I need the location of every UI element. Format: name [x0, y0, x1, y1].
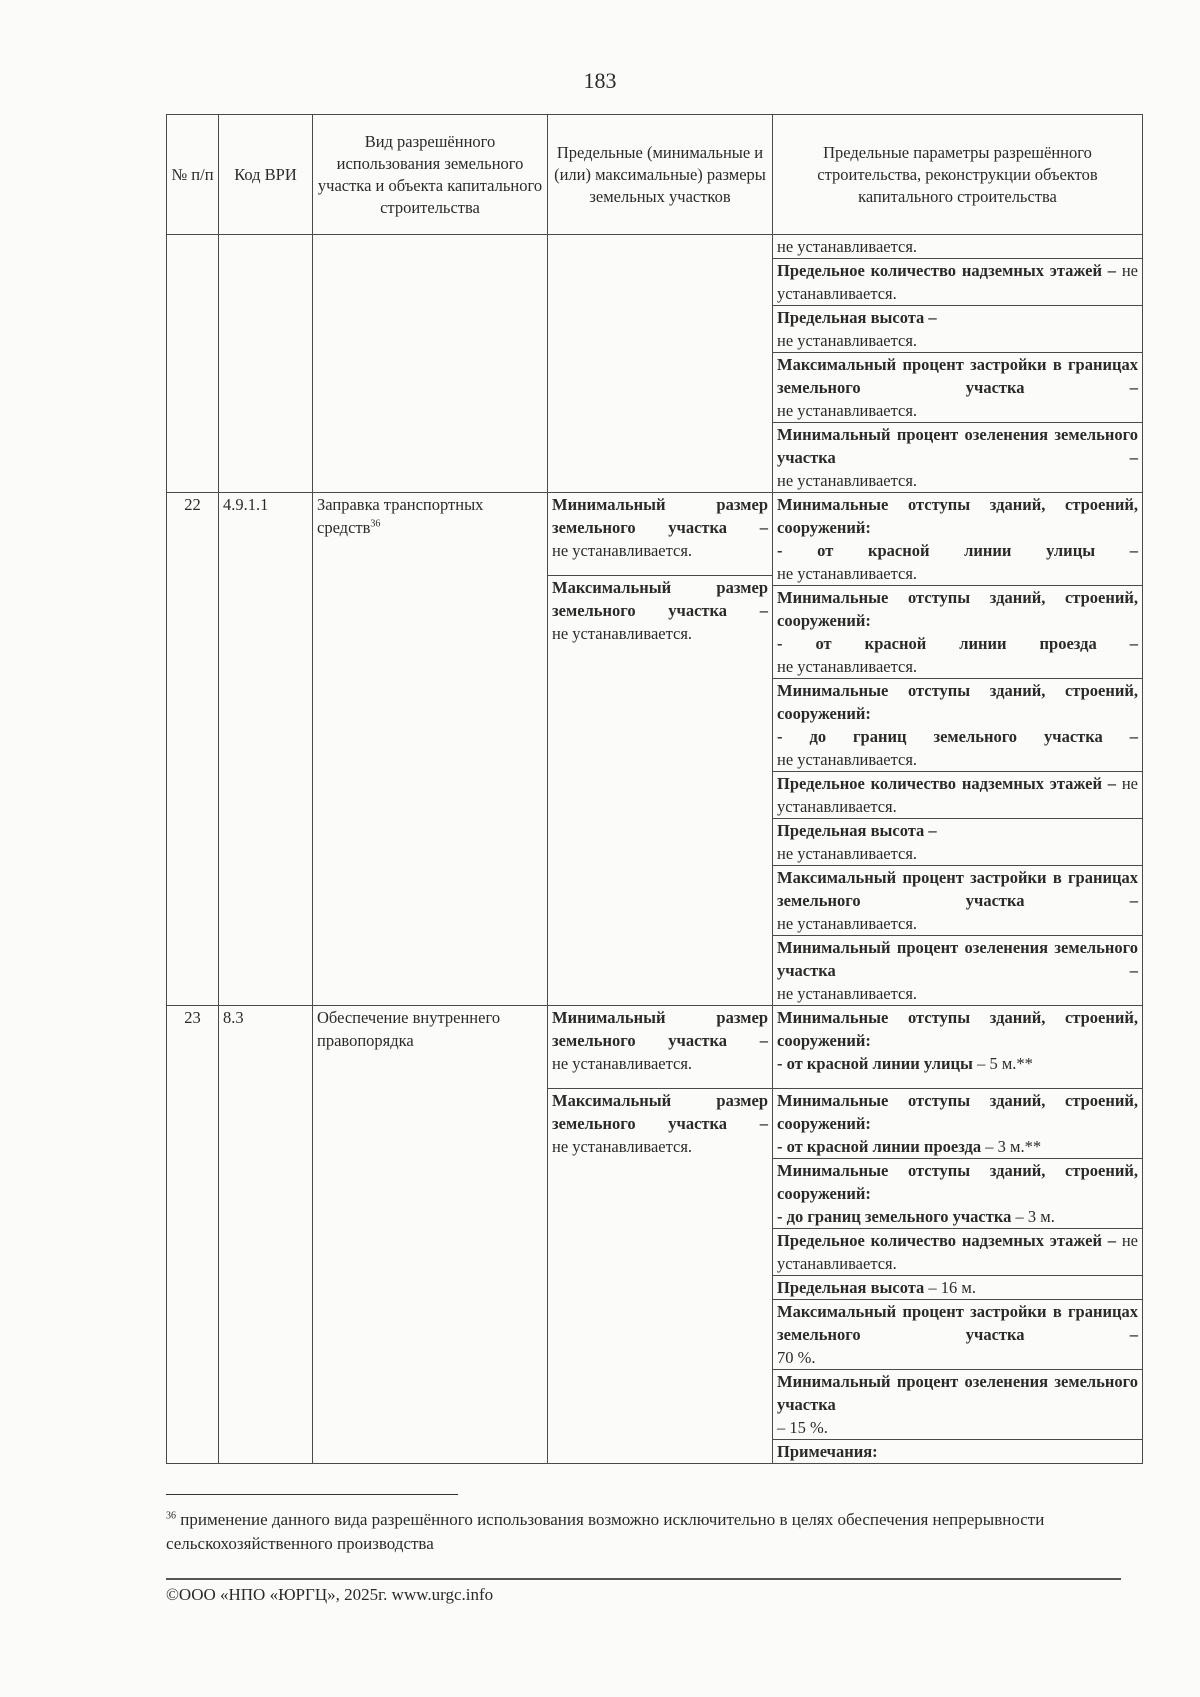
param-floors: [773, 1229, 1142, 1276]
cell-params: [773, 1006, 1143, 1464]
cell-code: 4.9.1.1: [219, 493, 313, 1006]
param-value: не устанавливается.: [777, 261, 1138, 303]
cell-size: [548, 1006, 773, 1464]
copyright: ©ООО «НПО «ЮРГЦ», 2025г. www.urgc.info: [166, 1585, 494, 1604]
param-label: Минимальные отступы зданий, строений, сооружений:: [777, 588, 1138, 630]
param-setback-street: [773, 1006, 1142, 1089]
size-value: не устанавливается.: [552, 541, 693, 560]
cell-no: [167, 235, 219, 493]
param-label: Предельное количество надземных этажей –: [777, 1231, 1117, 1250]
param-value: не устанавливается.: [777, 657, 918, 676]
cell-type: Обеспечение внутреннего правопорядка: [313, 1006, 548, 1464]
header-params: Предельные параметры разрешённого строительства, реконструкции объектов капитального строительства: [773, 115, 1143, 235]
param-height: [773, 819, 1142, 866]
cell-no: 22: [167, 493, 219, 1006]
param-value: не устанавливается.: [777, 844, 918, 863]
size-value: не устанавливается.: [552, 1137, 693, 1156]
param-setback-street: [773, 493, 1142, 586]
param-label: Максимальный процент застройки в границах земельного участка –: [777, 355, 1138, 397]
footnote-ref: 36: [370, 518, 381, 530]
params-list: [773, 1006, 1142, 1463]
param-label: Предельная высота –: [777, 308, 937, 327]
param-label: Минимальные отступы зданий, строений, сооружений:: [777, 1161, 1138, 1203]
table-header-row: [167, 115, 1143, 235]
param-setback-boundary: [773, 679, 1142, 772]
param-floors: [773, 259, 1142, 306]
param-label: Максимальный процент застройки в границах земельного участка –: [777, 868, 1138, 910]
param-height: [773, 1276, 1142, 1300]
param-value: – 5 м.**: [972, 1054, 1033, 1073]
footer-rule: [166, 1578, 1121, 1580]
cell-type: [313, 493, 548, 1006]
param-value: – 3 м.: [1011, 1207, 1055, 1226]
param-greening: [773, 1370, 1142, 1440]
param-label: Предельная высота: [777, 1278, 925, 1297]
size-value: не устанавливается.: [552, 1054, 693, 1073]
param-greening: [773, 423, 1142, 493]
param-height: [773, 306, 1142, 353]
size-label: Минимальный размер земельного участка –: [552, 495, 768, 537]
param-label: Предельная высота –: [777, 821, 937, 840]
param-setback-boundary: [773, 1159, 1142, 1229]
param-label: Минимальные отступы зданий, строений, сооружений:: [777, 495, 1138, 537]
footnote-mark: 36: [166, 1510, 176, 1522]
param-line: - от красной линии улицы –: [777, 541, 1138, 560]
param-label: Предельное количество надземных этажей –: [777, 261, 1117, 280]
size-value: не устанавливается.: [552, 624, 693, 643]
param-value: – 15 %.: [777, 1418, 828, 1437]
size-label: Максимальный размер земельного участка –: [552, 578, 768, 620]
param-label: Примечания:: [777, 1442, 878, 1461]
table-row-continuation: [167, 235, 1143, 493]
param-value: – 16 м.: [924, 1278, 976, 1297]
params-list: [773, 493, 1142, 1005]
cell-type: [313, 235, 548, 493]
param-value: 70 %.: [777, 1348, 816, 1367]
param-value: не устанавливается.: [777, 331, 918, 350]
size-min: [548, 1006, 772, 1089]
size-max: [548, 576, 772, 957]
param-line: - от красной линии улицы: [777, 1054, 973, 1073]
param-value: не устанавливается.: [777, 564, 918, 583]
table-row-22: [167, 493, 1143, 1006]
size-label: Минимальный размер земельного участка –: [552, 1008, 768, 1050]
cell-params: [773, 493, 1143, 1006]
param-label: Максимальный процент застройки в границах земельного участка –: [777, 1302, 1138, 1344]
table-row-23: [167, 1006, 1143, 1464]
param-coverage: [773, 866, 1142, 936]
param-value: – 3 м.**: [981, 1137, 1042, 1156]
param-label: Минимальный процент озеленения земельного участка: [777, 1372, 1138, 1414]
param-value: не устанавливается.: [777, 471, 918, 490]
param-setback-passage: [773, 1089, 1142, 1159]
header-code: Код ВРИ: [219, 115, 313, 235]
cell-code: 8.3: [219, 1006, 313, 1464]
param-label: Минимальные отступы зданий, строений, сооружений:: [777, 681, 1138, 723]
header-no: № п/п: [167, 115, 219, 235]
param-value: не устанавливается.: [777, 774, 1138, 816]
param-label: Минимальный процент озеленения земельного участка –: [777, 938, 1138, 980]
footnote: [166, 1508, 1116, 1556]
page-number: 183: [583, 68, 617, 93]
size-list: [548, 493, 772, 956]
size-max: [548, 1089, 772, 1400]
param-setback-passage: [773, 586, 1142, 679]
vri-table: [166, 114, 1143, 1464]
cell-params: [773, 235, 1143, 493]
size-min: [548, 493, 772, 576]
param-value: не устанавливается.: [777, 984, 918, 1003]
param-value: не устанавливается.: [777, 750, 918, 769]
param-coverage: [773, 1300, 1142, 1370]
param-line: - до границ земельного участка –: [777, 727, 1138, 746]
param-line: - от красной линии проезда: [777, 1137, 982, 1156]
param-value: не устанавливается.: [777, 237, 918, 256]
param-value: не устанавливается.: [777, 914, 918, 933]
param-line: - от красной линии проезда –: [777, 634, 1138, 653]
params-list: [773, 235, 1142, 492]
param-value: не устанавливается.: [777, 401, 918, 420]
use-type-name: Заправка транспортных средств: [317, 495, 484, 537]
header-size: Предельные (минимальные и (или) максимальные) размеры земельных участков: [548, 115, 773, 235]
cell-no: 23: [167, 1006, 219, 1464]
cell-size: [548, 235, 773, 493]
header-type: Вид разрешённого использования земельного участка и объекта капитального строительства: [313, 115, 548, 235]
param-greening: [773, 936, 1142, 1006]
param-label: Минимальные отступы зданий, строений, сооружений:: [777, 1091, 1138, 1133]
size-list: [548, 1006, 772, 1399]
footnote-separator: [166, 1494, 458, 1495]
param-label: Минимальный процент озеленения земельного участка –: [777, 425, 1138, 467]
cell-code: [219, 235, 313, 493]
param-line: - до границ земельного участка: [777, 1207, 1012, 1226]
param-value: не устанавливается.: [777, 1231, 1138, 1273]
size-label: Максимальный размер земельного участка –: [552, 1091, 768, 1133]
param-notes: [773, 1440, 1142, 1464]
cell-size: [548, 493, 773, 1006]
param-label: Минимальные отступы зданий, строений, сооружений:: [777, 1008, 1138, 1050]
param-floors: [773, 772, 1142, 819]
param-coverage: [773, 353, 1142, 423]
footnote-text: применение данного вида разрешённого использования возможно исключительно в целях обеспечения непрерывности сельскохозяйственного производства: [166, 1510, 1045, 1553]
param-label: Предельное количество надземных этажей –: [777, 774, 1117, 793]
